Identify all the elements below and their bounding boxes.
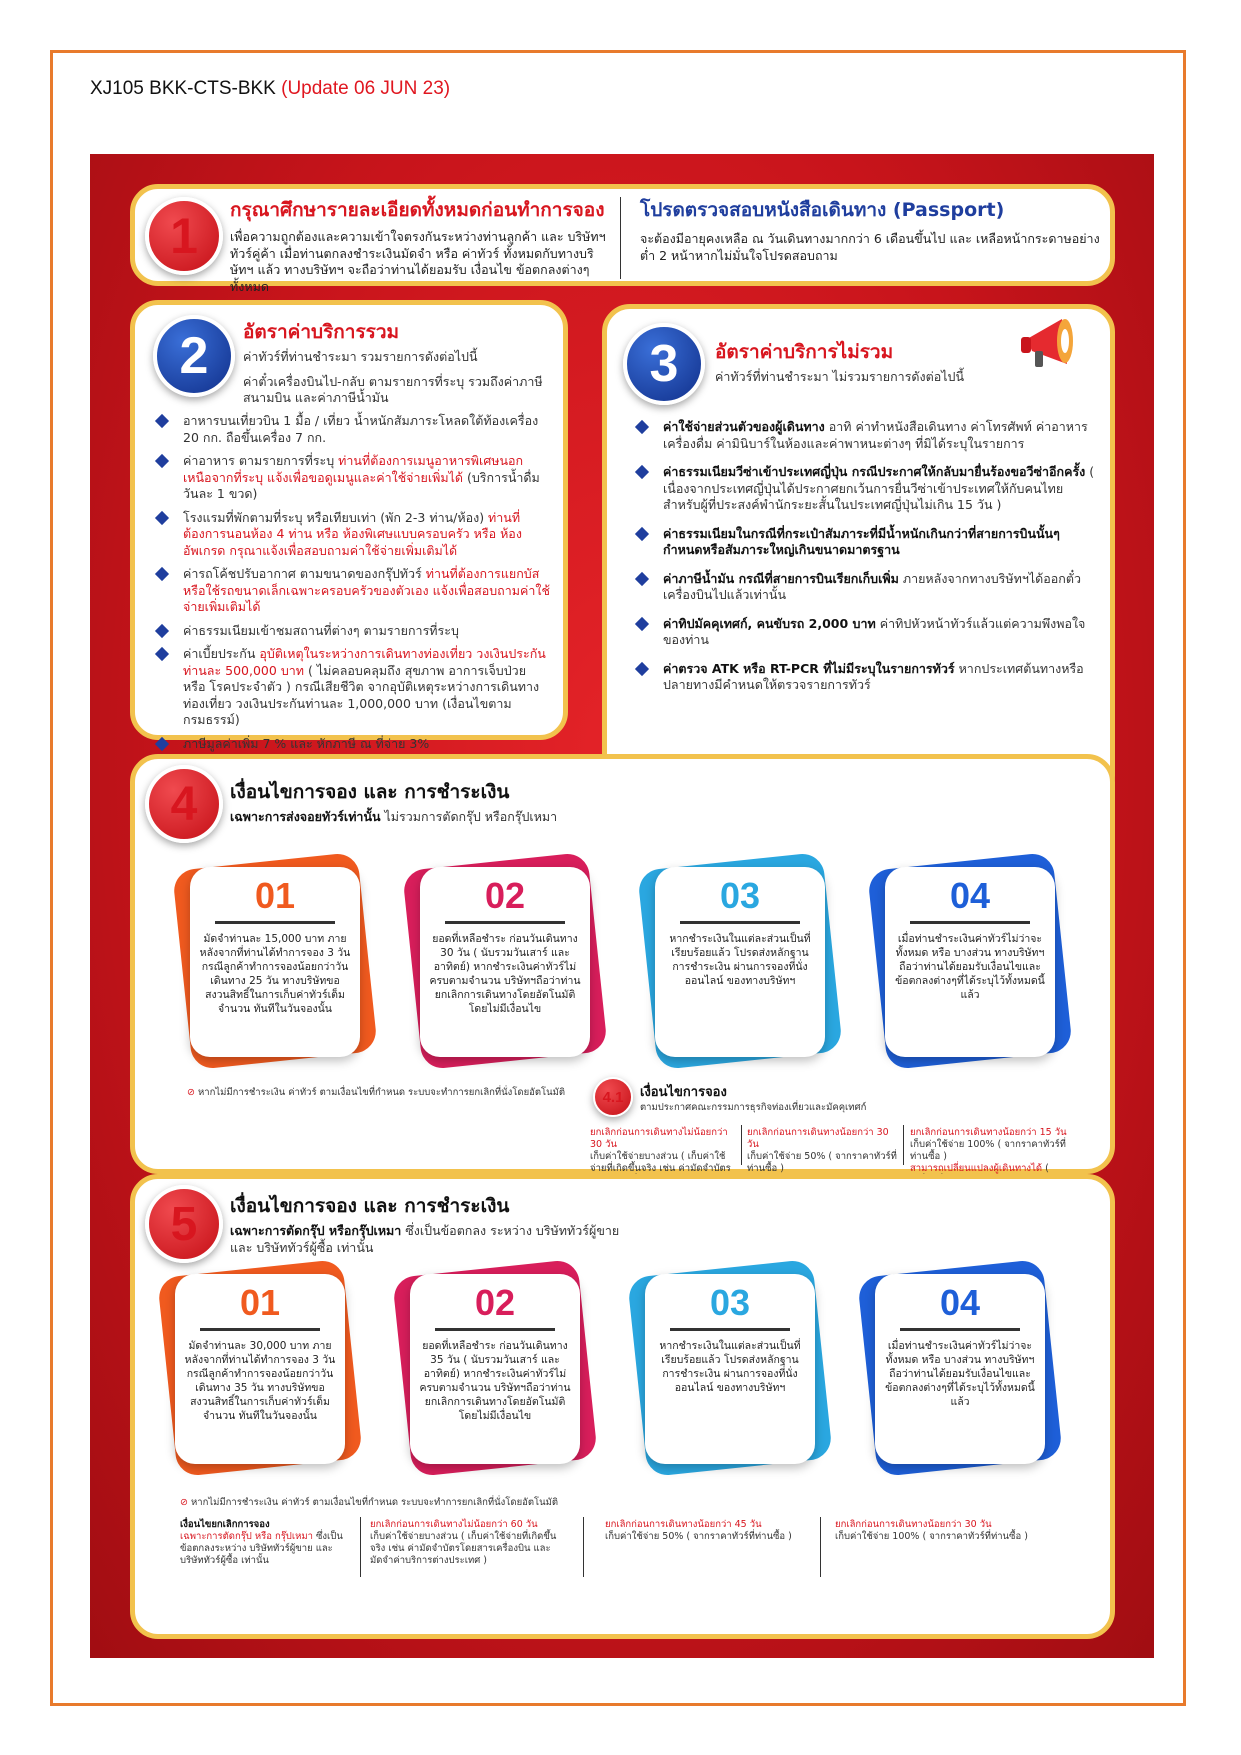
section-3-number: 3 (623, 323, 705, 405)
group-step-03: 03 หากชำระเงินในแต่ละส่วนเป็นที่เรียบร้อยแล้ว โปรดส่งหลักฐานการชำระเงิน ผ่านการจองที่นั่ง ออนไลน์ ของทางบริษัทฯ (645, 1274, 815, 1464)
cancel-divider (583, 1517, 584, 1577)
section-3-card (602, 304, 1115, 804)
cancel-rule: ยกเลิกก่อนการเดินทางน้อยกว่า 15 วัน เก็บค่าใช้จ่าย 100% ( จากราคาทัวร์ที่ท่านซื้อ ) สามารถเปลี่ยนแปลงผู้เดินทางได้ ( (910, 1127, 1067, 1174)
section-5-number: 5 (145, 1185, 223, 1263)
section-2-title: อัตราค่าบริการรวม (243, 321, 400, 343)
included-item: ค่าอาหาร ตามรายการที่ระบุ ท่านที่ต้องการเมนูอาหารพิเศษนอกเหนือจากที่ระบุ แจ้งเพื่อขอดูเมนูและค่าใช้จ่ายเพิ่มได้ (บริการน้ำดื่มวันละ 1 ขวด) (155, 453, 550, 503)
included-list (155, 413, 550, 759)
cancel-divider (741, 1125, 742, 1165)
section-4-number: 4 (145, 765, 223, 843)
page-header (90, 78, 450, 100)
group-cancel-heading: เงื่อนไขยกเลิกการจอง เฉพาะการตัดกรุ๊ป หรือ กรุ๊ปเหมา ซึ่งเป็นข้อตกลงระหว่าง บริษัททัวร์ผู้ขาย และ บริษัททัวร์ผู้ซื้อ เท่านั้น (180, 1519, 343, 1566)
warning-icon: ⊘ (180, 1497, 191, 1508)
excluded-list (635, 419, 1095, 706)
booking-step-04: 04 เมื่อท่านชำระเงินค่าทัวร์ไม่ว่าจะทั้งหมด หรือ บางส่วน ทางบริษัทฯถือว่าท่านได้ยอมรับเงื่อนไขและข้อตกลงต่างๆที่ได้ระบุไว้ทั้งหมดนี้แล้ว (885, 867, 1055, 1057)
excluded-item: ค่าธรรมเนียมในกรณีที่กระเป๋าสัมภาระที่มีน้ำหนักเกินกว่าที่สายการบินนั้นๆกำหนดหรือสัมภาระใหญ่เกินขนาดมาตรฐาน (635, 526, 1095, 559)
cancel-divider (820, 1517, 821, 1577)
cancel-subtitle: ตามประกาศคณะกรรมการธุรกิจท่องเที่ยวและมัคคุเทศก์ (640, 1102, 867, 1113)
cancel-divider (903, 1125, 904, 1165)
section-4-subtitle: เฉพาะการส่งจอยทัวร์เท่านั้น ไม่รวมการตัดกรุ๊ป หรือกรุ๊ปเหมา (230, 809, 558, 824)
included-item: ค่ารถโค้ชปรับอากาศ ตามขนาดของกรุ๊ปทัวร์ ท่านที่ต้องการแยกบัส หรือใช้รถขนาดเล็กเฉพาะครอบครัวของตัวเอง แจ้งเพื่อสอบถามค่าใช้จ่ายเพิ่มเติมได้ (155, 566, 550, 616)
cancel-rule: ยกเลิกก่อนการเดินทางน้อยกว่า 30 วัน เก็บค่าใช้จ่าย 50% ( จากราคาทัวร์ที่ท่านซื้อ ) (747, 1127, 897, 1174)
booking-step-03: 03 หากชำระเงินในแต่ละส่วนเป็นที่เรียบร้อยแล้ว โปรดส่งหลักฐานการชำระเงิน ผ่านการจองที่นั่ง ออนไลน์ ของทางบริษัทฯ (655, 867, 825, 1057)
cancel-title: เงื่อนไขการจอง (640, 1085, 727, 1100)
group-step-04: 04 เมื่อท่านชำระเงินค่าทัวร์ไม่ว่าจะทั้งหมด หรือ บางส่วน ทางบริษัทฯถือว่าท่านได้ยอมรับเงื่อนไขและข้อตกลงต่างๆที่ได้ระบุไว้ทั้งหมดนี้แล้ว (875, 1274, 1045, 1464)
megaphone-icon (1017, 309, 1087, 379)
included-item: ภาษีมูลค่าเพิ่ม 7 % และ หักภาษี ณ ที่จ่าย 3% (155, 736, 550, 753)
terms-poster (90, 154, 1154, 1658)
section-1-card (130, 184, 1115, 294)
flight-code: XJ105 BKK-CTS-BKK (90, 78, 276, 99)
excluded-item: ค่าธรรมเนียมวีซ่าเข้าประเทศญี่ปุ่น กรณีประกาศให้กลับมายื่นร้องขอวีซ่าอีกครั้ง ( เนื่องจากประเทศญี่ปุ่นได้ประกาศยกเว้นการยื่นวีซ่าเข้าประเทศให้กับคนไทยสำหรับผู้ที่ประสงค์พำนักระยะสั้นในประเทศญี่ปุ่นไม่เกิน 15 วัน ) (635, 464, 1095, 514)
section-2-number: 2 (153, 315, 235, 397)
group-cancel-rule: ยกเลิกก่อนการเดินทางไม่น้อยกว่า 60 วัน เก็บค่าใช้จ่ายบางส่วน ( เก็บค่าใช้จ่ายที่เกิดขึ้นจริง เช่น ค่ามัดจำบัตรโดยสารเครื่องบิน และมัดจำค่าบริการต่างประเทศ ) (370, 1519, 557, 1566)
section-1-number: 1 (145, 197, 223, 275)
section-1-title: กรุณาศึกษารายละเอียดทั้งหมดก่อนทำการจอง (230, 199, 605, 221)
included-item: อาหารบนเที่ยวบิน 1 มื้อ / เที่ยว น้ำหนักสัมภาระโหลดใต้ท้องเครื่อง 20 กก. ถือขึ้นเครื่อง 7 กก. (155, 413, 550, 446)
passport-title: โปรดตรวจสอบหนังสือเดินทาง (Passport) (640, 199, 1005, 221)
included-item: ค่าธรรมเนียมเข้าชมสถานที่ต่างๆ ตามรายการที่ระบุ (155, 623, 550, 640)
section-5-subtitle: เฉพาะการตัดกรุ๊ป หรือกรุ๊ปเหมา ซึ่งเป็นข้อตกลง ระหว่าง บริษัททัวร์ผู้ขาย และ บริษัททัวร์ผู้ซื้อ เท่านั้น (230, 1223, 620, 1255)
included-item: โรงแรมที่พักตามที่ระบุ หรือเทียบเท่า (พัก 2-3 ท่าน/ห้อง) ท่านที่ต้องการนอนห้อง 4 ท่าน หรือ ห้องพิเศษแบบครอบครัว หรือ ห้องอัพเกรด กรุณาแจ้งเพื่อสอบถามค่าใช้จ่ายเพิ่มเติมได้ (155, 510, 550, 560)
excluded-item: ค่าตรวจ ATK หรือ RT-PCR ที่ไม่มีระบุในรายการทัวร์ หากประเทศต้นทางหรือปลายทางมีคำหนดให้ตรวจรายการทัวร์ (635, 661, 1095, 694)
section-3-subtitle: ค่าทัวร์ที่ท่านชำระมา ไม่รวมรายการดังต่อไปนี้ (715, 369, 965, 384)
excluded-item: ค่าทิปมัคคุเทศก์, คนขับรถ 2,000 บาท ค่าทิปหัวหน้าทัวร์แล้วแต่ความพึงพอใจของท่าน (635, 616, 1095, 649)
section-2-subtitle: ค่าทัวร์ที่ท่านชำระมา รวมรายการดังต่อไปนี้ (243, 349, 478, 364)
cancel-divider (360, 1517, 361, 1577)
booking-step-02: 02 ยอดที่เหลือชำระ ก่อนวันเดินทาง 30 วัน ( นับรวมวันเสาร์ และ อาทิตย์) หากชำระเงินค่าทัวร์ไม่ครบตามจำนวน บริษัทฯถือว่าท่านยกเลิกการเดินทางโดยอัตโนมัติ โดยไม่มีเงื่อนไข (420, 867, 590, 1057)
section-1-body: เพื่อความถูกต้องและความเข้าใจตรงกันระหว่างท่านลูกค้า และ บริษัทฯ ทัวร์คู่ค้า เมื่อท่านตกลงชำระเงินมัดจำ หรือ ค่าทัวร์ ทั้งหมดกับทางบริษัทฯ แล้ว ทางบริษัทฯ จะถือว่าท่านได้ยอมรับ เงื่อนไข ข้อตกลงต่างๆ ทั้งหมด (230, 229, 606, 294)
group-step-01: 01 มัดจำท่านละ 30,000 บาท ภายหลังจากที่ท่านได้ทำการจอง 3 วัน กรณีลูกค้าทำการจองน้อยกว่าวันเดินทาง 35 วัน ทางบริษัทขอสงวนสิทธิ์ในการเก็บค่าทัวร์เต็มจำนวน ทันทีในวันจองนั้น (175, 1274, 345, 1464)
group-cancel-rule: ยกเลิกก่อนการเดินทางน้อยกว่า 30 วัน เก็บค่าใช้จ่าย 100% ( จากราคาทัวร์ที่ท่านซื้อ ) (835, 1519, 1028, 1542)
excluded-item: ค่าใช้จ่ายส่วนตัวของผู้เดินทาง อาทิ ค่าทำหนังสือเดินทาง ค่าโทรศัพท์ ค่าอาหาร เครื่องดื่ม ค่ามินิบาร์ในห้องและค่าพาหนะต่างๆ ที่มิได้ระบุในรายการ (635, 419, 1095, 452)
section-5-card (130, 1174, 1115, 1639)
warning-icon: ⊘ (187, 1087, 198, 1098)
included-item: ค่าเบี้ยประกัน อุบัติเหตุในระหว่างการเดินทางท่องเที่ยว วงเงินประกันท่านละ 500,000 บาท ( ไม่คลอบคลุมถึง สุขภาพ อาการเจ็บป่วย หรือ โรคประจำตัว ) กรณีเสียชีวิต จากอุบัติเหตุระหว่างการเดินทางท่องเที่ยว วงเงินประกันท่านละ 1,000,000 บาท (เงื่อนไขตามกรมธรรม์) (155, 646, 550, 729)
booking-step-01: 01 มัดจำท่านละ 15,000 บาท ภายหลังจากที่ท่านได้ทำการจอง 3 วัน กรณีลูกค้าทำการจองน้อยกว่าวันเดินทาง 25 วัน ทางบริษัทขอสงวนสิทธิ์ในการเก็บค่าทัวร์เต็มจำนวน ทันทีในวันจองนั้น (190, 867, 360, 1057)
section-5-warning: ⊘ หากไม่มีการชำระเงิน ค่าทัวร์ ตามเงื่อนไขที่กำหนด ระบบจะทำการยกเลิกที่นั่งโดยอัตโนมัติ (180, 1497, 559, 1508)
section-2-flight: ค่าตั๋วเครื่องบินไป-กลับ ตามรายการที่ระบุ รวมถึงค่าภาษี สนามบิน และค่าภาษีน้ำมัน (243, 373, 543, 405)
section-3-title: อัตราค่าบริการไม่รวม (715, 341, 894, 363)
cancel-rule: ยกเลิกก่อนการเดินทางไม่น้อยกว่า 30 วัน เก็บค่าใช้จ่ายบางส่วน ( เก็บค่าใช้จ่ายที่เกิดขึ้นจริง เช่น ค่ามัดจำบัตร (590, 1127, 731, 1174)
section-2-card (130, 300, 568, 751)
update-date: (Update 06 JUN 23) (281, 78, 451, 99)
group-cancel-rule: ยกเลิกก่อนการเดินทางน้อยกว่า 45 วัน เก็บค่าใช้จ่าย 50% ( จากราคาทัวร์ที่ท่านซื้อ ) (605, 1519, 792, 1542)
section-4-card (130, 754, 1115, 1174)
cancel-4-1-number: 4.1 (593, 1077, 633, 1117)
section-5-title: เงื่อนไขการจอง และ การชำระเงิน (230, 1195, 510, 1217)
group-step-02: 02 ยอดที่เหลือชำระ ก่อนวันเดินทาง 35 วัน ( นับรวมวันเสาร์ และ อาทิตย์) หากชำระเงินค่าทัวร์ไม่ครบตามจำนวน บริษัทฯถือว่าท่านยกเลิกการเดินทางโดยอัตโนมัติ โดยไม่มีเงื่อนไข (410, 1274, 580, 1464)
excluded-item: ค่าภาษีน้ำมัน กรณีที่สายการบินเรียกเก็บเพิ่ม ภายหลังจากทางบริษัทฯได้ออกตั๋วเครื่องบินไปแล้วเท่านั้น (635, 571, 1095, 604)
passport-body: จะต้องมีอายุคงเหลือ ณ วันเดินทางมากกว่า 6 เดือนขึ้นไป และ เหลือหน้ากระดาษอย่างต่ำ 2 หน้าหากไม่มั่นใจโปรดสอบถาม (640, 231, 1100, 263)
section-1-divider (620, 197, 621, 279)
section-4-warning: ⊘ หากไม่มีการชำระเงิน ค่าทัวร์ ตามเงื่อนไขที่กำหนด ระบบจะทำการยกเลิกที่นั่งโดยอัตโนมัติ (187, 1087, 566, 1098)
section-4-title: เงื่อนไขการจอง และ การชำระเงิน (230, 781, 510, 803)
